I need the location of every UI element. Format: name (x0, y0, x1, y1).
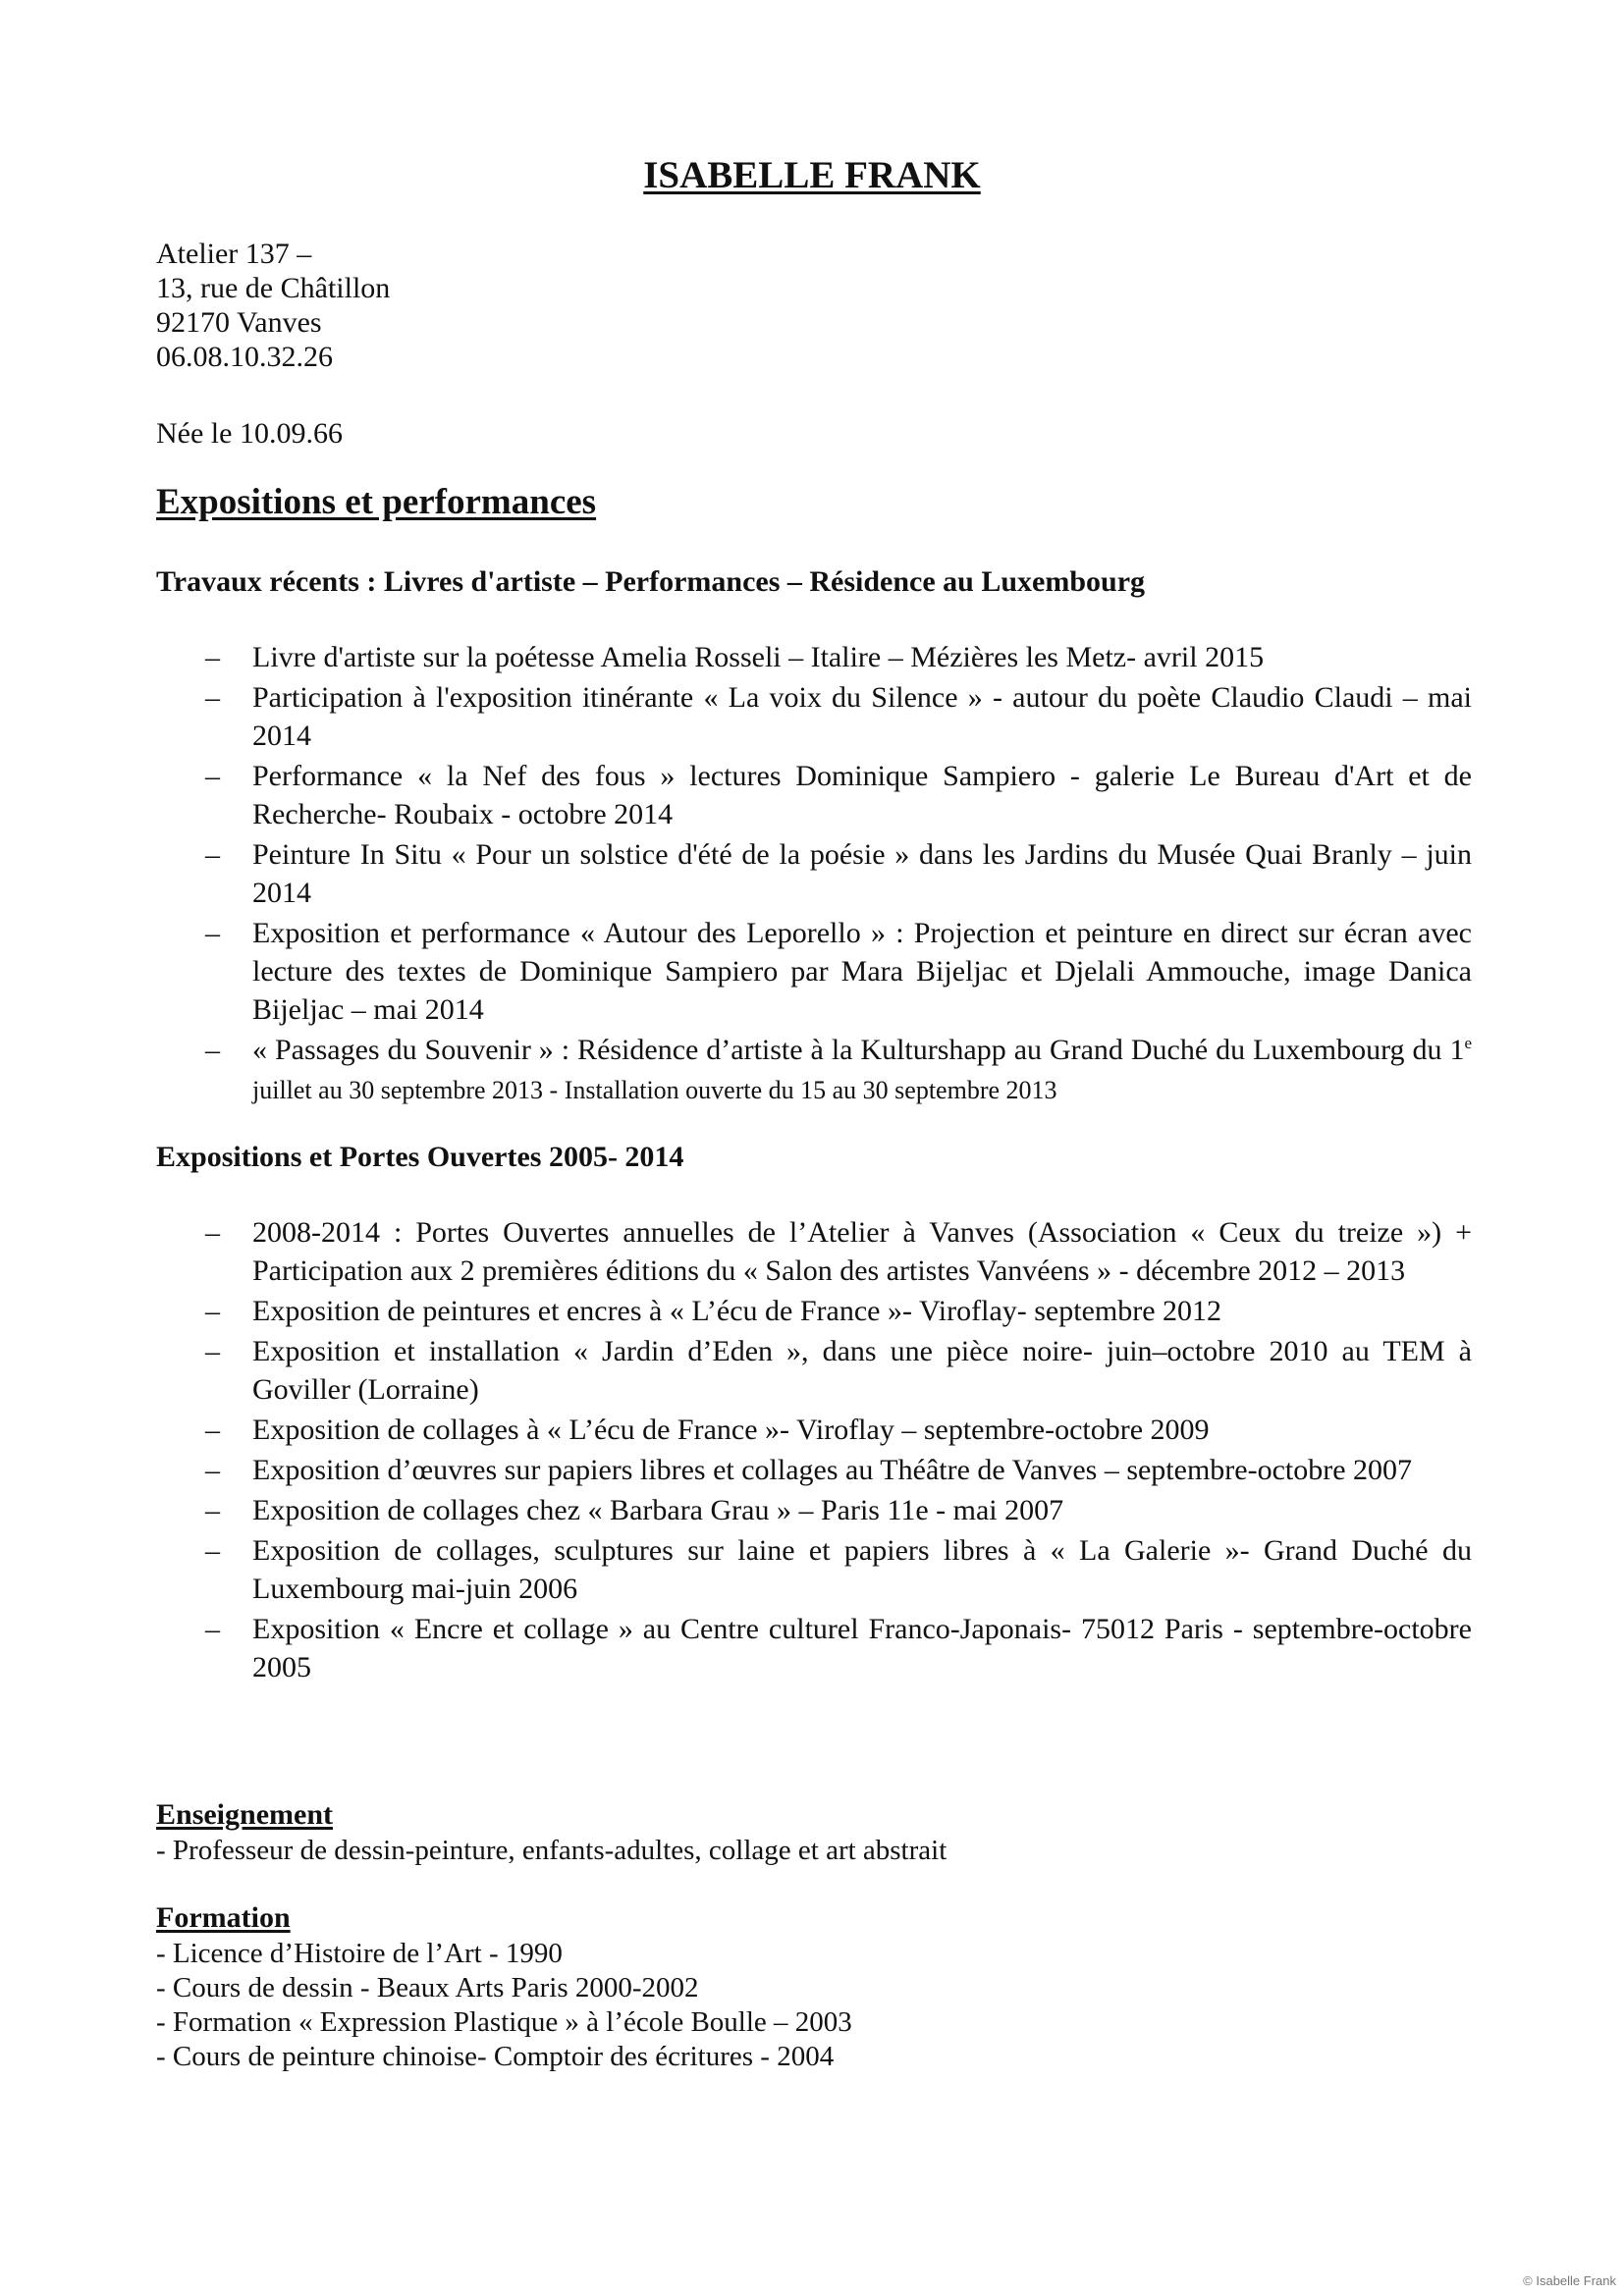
copyright-watermark: © Isabelle Frank (1523, 2273, 1616, 2288)
dash-marker: – (205, 1534, 220, 1567)
list-item (205, 1213, 1472, 1290)
enseignement-line: - Professeur de dessin-peinture, enfants-adultes, collage et art abstrait (156, 1835, 947, 1866)
recent-works-list (205, 638, 1472, 1111)
address-line: 13, rue de Châtillon (156, 272, 391, 304)
list-item (205, 638, 1472, 676)
list-item-text: Exposition et installation « Jardin d’Eden », dans une pièce noire- juin–octobre 2010 au TEM à Goviller (Lorraine) (252, 1335, 1472, 1406)
dash-marker: – (205, 681, 220, 714)
dash-marker: – (205, 1295, 220, 1327)
list-item (205, 1610, 1472, 1686)
list-item-text: Exposition de collages, sculptures sur laine et papiers libres à « La Galerie »- Grand Duché du Luxembourg mai-juin 2006 (252, 1534, 1472, 1605)
section-title-formation: Formation (156, 1901, 291, 1934)
dash-marker: – (205, 760, 220, 792)
list-item (205, 678, 1472, 755)
list-item (205, 1411, 1472, 1449)
list-item (205, 757, 1472, 833)
formation-line: - Formation « Expression Plastique » à l’école Boulle – 2003 (156, 2006, 852, 2038)
list-item (205, 914, 1472, 1029)
dash-marker: – (205, 1454, 220, 1486)
dash-marker: – (205, 1216, 220, 1249)
list-item (205, 1332, 1472, 1409)
list-item-text: Peinture In Situ « Pour un solstice d'été de la poésie » dans les Jardins du Musée Quai Branly – juin 2014 (252, 838, 1472, 909)
list-item (205, 1451, 1472, 1489)
phone-number: 06.08.10.32.26 (156, 341, 333, 373)
dash-marker: – (205, 641, 220, 673)
dash-marker: – (205, 1034, 220, 1066)
formation-lines (156, 1937, 852, 2074)
list-item (205, 1491, 1472, 1529)
list-item (205, 1292, 1472, 1330)
residence-text: « Passages du Souvenir » : Résidence d’artiste à la Kulturshapp au Grand Duché du Luxembourg du 1 (252, 1034, 1465, 1066)
list-item-text: Livre d'artiste sur la poétesse Amelia Rosseli – Italire – Mézières les Metz- avril 2015 (252, 641, 1265, 673)
list-item-text: Exposition d’œuvres sur papiers libres et collages au Théâtre de Vanves – septembre-octobre 2007 (252, 1454, 1413, 1486)
page-title: ISABELLE FRANK (643, 154, 981, 196)
list-item (205, 1531, 1472, 1608)
address-line: 92170 Vanves (156, 306, 322, 339)
subsection-title-recent: Travaux récents : Livres d'artiste – Performances – Résidence au Luxembourg (156, 565, 1146, 598)
list-item-text: Exposition et performance « Autour des Leporello » : Projection et peinture en direct sur écran avec lecture des textes de Dominique Sampiero par Mara Bijeljac et Djelali Ammouche, image Danica Bijeljac – mai 2014 (252, 917, 1472, 1026)
residence-superscript: e (1464, 1034, 1472, 1052)
section-title-enseignement: Enseignement (156, 1798, 333, 1831)
formation-line: - Cours de dessin - Beaux Arts Paris 2000-2002 (156, 1972, 699, 2003)
list-item-text: Performance « la Nef des fous » lectures Dominique Sampiero - galerie Le Bureau d'Art et de Recherche- Roubaix - octobre 2014 (252, 760, 1472, 830)
expositions-list (205, 1213, 1472, 1688)
list-item-text: Exposition de peintures et encres à « L’écu de France »- Viroflay- septembre 2012 (252, 1295, 1222, 1327)
list-item-text: 2008-2014 : Portes Ouvertes annuelles de l’Atelier à Vanves (Association « Ceux du treize ») + Participation aux 2 premières éditions du « Salon des artistes Vanvéens » - décembre 2012 – 2013 (252, 1216, 1472, 1287)
list-item-text: Exposition de collages à « L’écu de France »- Viroflay – septembre-octobre 2009 (252, 1414, 1210, 1446)
dash-marker: – (205, 917, 220, 949)
address-block (156, 237, 390, 374)
formation-line: - Cours de peinture chinoise- Comptoir des écritures - 2004 (156, 2041, 835, 2072)
list-item (205, 835, 1472, 912)
enseignement-lines (156, 1834, 947, 1868)
address-line: Atelier 137 – (156, 238, 312, 270)
dash-marker: – (205, 1335, 220, 1367)
birth-date: Née le 10.09.66 (156, 417, 343, 450)
dash-marker: – (205, 838, 220, 871)
list-item-text: Exposition « Encre et collage » au Centre culturel Franco-Japonais- 75012 Paris - septembre-octobre 2005 (252, 1613, 1472, 1683)
list-item-text: Exposition de collages chez « Barbara Grau » – Paris 11e - mai 2007 (252, 1494, 1064, 1526)
list-item-text: Participation à l'exposition itinérante « La voix du Silence » - autour du poète Claudio Claudi – mai 2014 (252, 681, 1472, 752)
list-item (205, 1031, 1472, 1109)
residence-dates: juillet au 30 septembre 2013 - Installation ouverte du 15 au 30 septembre 2013 (252, 1076, 1057, 1104)
dash-marker: – (205, 1613, 220, 1645)
dash-marker: – (205, 1414, 220, 1446)
formation-line: - Licence d’Histoire de l’Art - 1990 (156, 1938, 563, 1969)
subsection-title-portes: Expositions et Portes Ouvertes 2005- 2014 (156, 1141, 684, 1173)
dash-marker: – (205, 1494, 220, 1526)
section-title-expositions: Expositions et performances (156, 482, 597, 522)
